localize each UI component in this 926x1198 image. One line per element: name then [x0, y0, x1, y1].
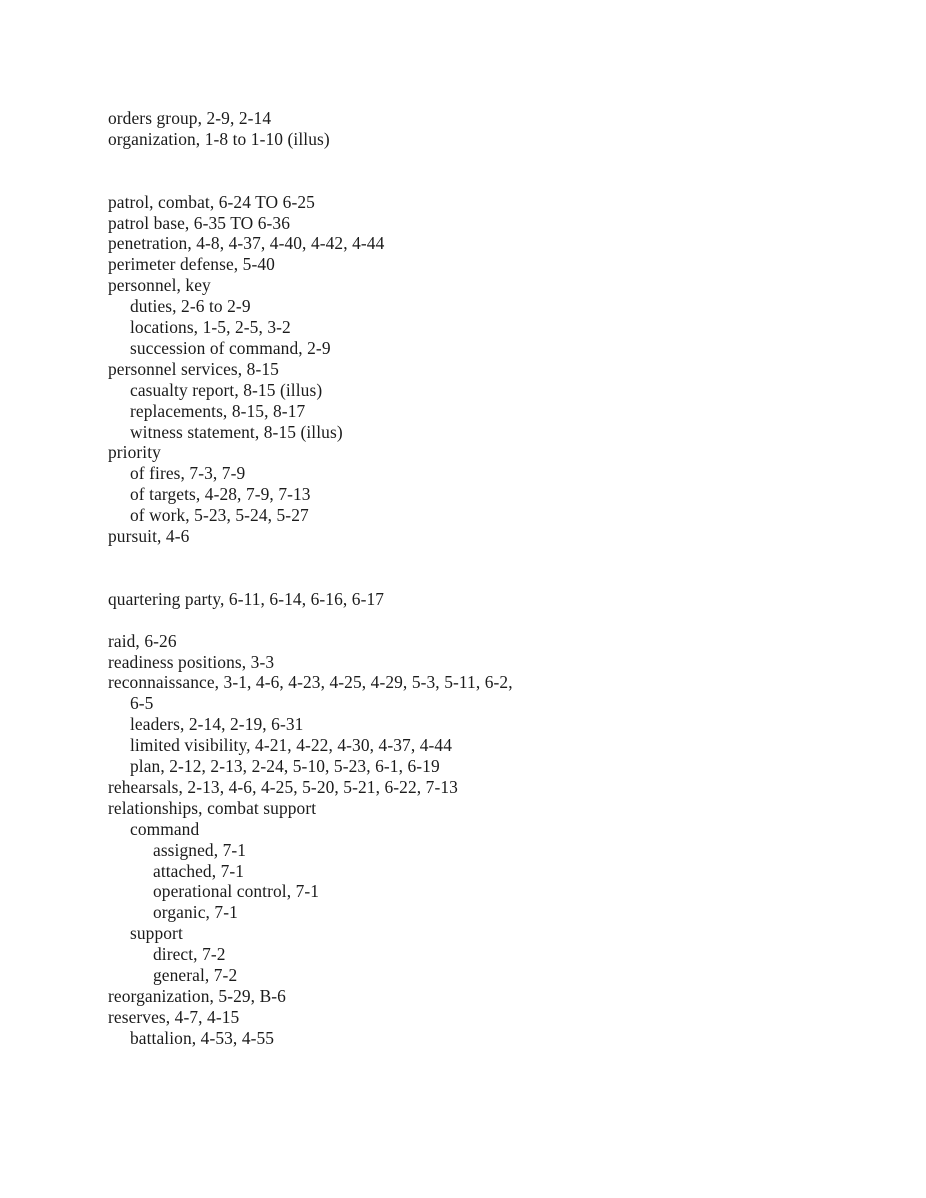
index-entry: limited visibility, 4-21, 4-22, 4-30, 4-37, 4-44 — [130, 735, 452, 756]
index-entry: operational control, 7-1 — [153, 881, 320, 902]
index-section-p — [108, 192, 808, 547]
index-entry: of targets, 4-28, 7-9, 7-13 — [130, 484, 311, 505]
index-entry: priority — [108, 442, 161, 463]
index-entry: general, 7-2 — [153, 965, 238, 986]
index-entry: command — [130, 818, 200, 839]
index-entry: attached, 7-1 — [153, 860, 245, 881]
index-entry: plan, 2-12, 2-13, 2-24, 5-10, 5-23, 6-1, 6-19 — [130, 756, 440, 777]
index-entry: quartering party, 6-11, 6-14, 6-16, 6-17 — [108, 588, 385, 609]
index-entry: duties, 2-6 to 2-9 — [130, 296, 251, 317]
index-entry: succession of command, 2-9 — [130, 337, 331, 358]
index-entry: orders group, 2-9, 2-14 — [108, 108, 272, 128]
index-section-o — [108, 108, 808, 150]
index-entry: relationships, combat support — [108, 797, 317, 818]
index-entry: direct, 7-2 — [153, 944, 226, 965]
index-entry: organization, 1-8 to 1-10 (illus) — [108, 128, 330, 149]
index-entry: patrol base, 6-35 TO 6-36 — [108, 212, 291, 233]
index-section-r — [108, 631, 808, 1049]
index-entry: leaders, 2-14, 2-19, 6-31 — [130, 714, 304, 735]
index-entry: rehearsals, 2-13, 4-6, 4-25, 5-20, 5-21, 6-22, 7-13 — [108, 776, 458, 797]
index-entry: support — [130, 923, 183, 944]
index-entry: assigned, 7-1 — [153, 839, 247, 860]
index-text-block — [108, 108, 808, 1049]
index-entry: patrol, combat, 6-24 TO 6-25 — [108, 191, 315, 212]
index-entry: reorganization, 5-29, B-6 — [108, 986, 286, 1007]
index-entry: organic, 7-1 — [153, 902, 238, 923]
index-entry: of fires, 7-3, 7-9 — [130, 463, 246, 484]
index-entry: reconnaissance, 3-1, 4-6, 4-23, 4-25, 4-29, 5-3, 5-11, 6-2, — [108, 672, 513, 693]
index-entry: reserves, 4-7, 4-15 — [108, 1006, 240, 1027]
index-entry: 6-5 — [130, 693, 154, 714]
index-entry: perimeter defense, 5-40 — [108, 254, 275, 275]
index-entry: locations, 1-5, 2-5, 3-2 — [130, 317, 291, 338]
index-entry: penetration, 4-8, 4-37, 4-40, 4-42, 4-44 — [108, 233, 385, 254]
index-entry: pursuit, 4-6 — [108, 526, 190, 547]
index-entry: readiness positions, 3-3 — [108, 651, 275, 672]
index-section-q — [108, 589, 808, 610]
index-entry: casualty report, 8-15 (illus) — [130, 379, 323, 400]
index-entry: raid, 6-26 — [108, 630, 177, 651]
index-entry: personnel services, 8-15 — [108, 358, 279, 379]
index-entry: witness statement, 8-15 (illus) — [130, 421, 343, 442]
index-entry: replacements, 8-15, 8-17 — [130, 400, 306, 421]
index-entry: of work, 5-23, 5-24, 5-27 — [130, 505, 309, 526]
index-entry: battalion, 4-53, 4-55 — [130, 1027, 275, 1048]
index-entry: personnel, key — [108, 275, 211, 296]
